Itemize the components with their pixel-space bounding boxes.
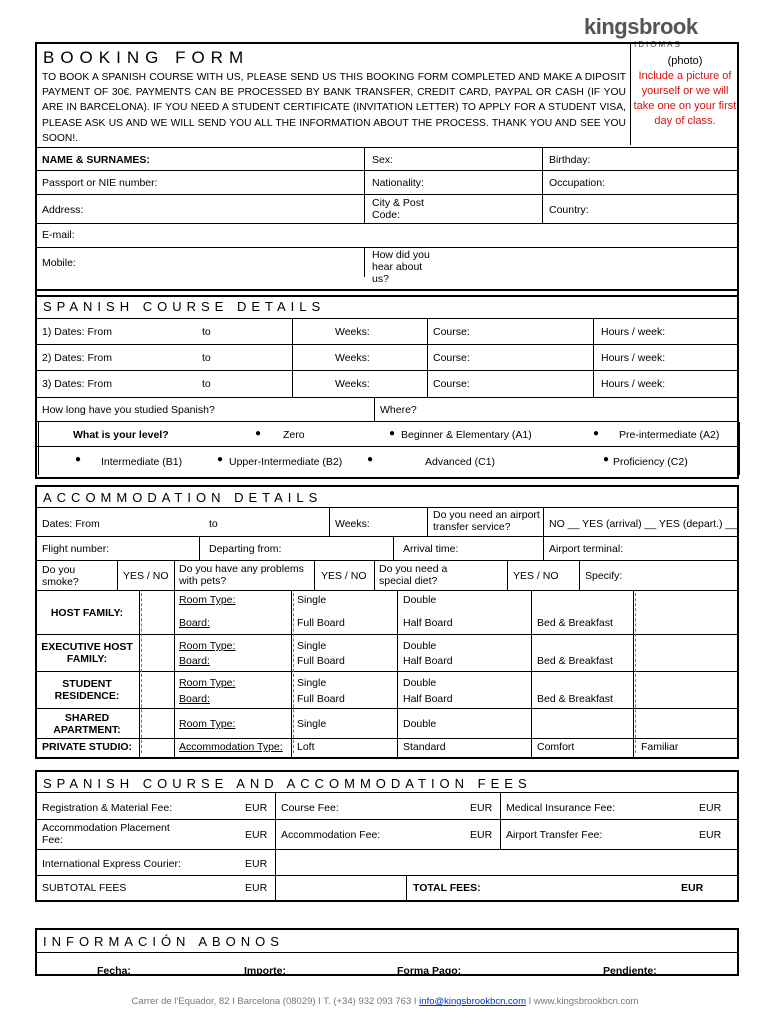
medical-fee-eur: EUR	[699, 802, 722, 814]
opt-double[interactable]: Double	[403, 677, 437, 689]
opt-half-board[interactable]: Half Board	[403, 693, 453, 705]
course-2-hours: Hours / week:	[601, 352, 666, 364]
nationality-label: Nationality:	[372, 177, 424, 189]
course-3-course: Course:	[433, 378, 470, 390]
course-1-weeks: Weeks:	[335, 326, 370, 338]
photo-note: Include a picture of yourself or we will take one on your first day of class.	[633, 70, 737, 127]
row-name	[37, 147, 737, 171]
howlong-label: How long have you studied Spanish?	[42, 404, 215, 416]
courier-fee-label: International Express Courier:	[42, 858, 181, 870]
opt-double[interactable]: Double	[403, 594, 437, 606]
course-2-dates: 2) Dates: From	[42, 352, 113, 364]
course-row-3	[37, 371, 737, 398]
bullet-icon: ●	[367, 454, 374, 465]
course-1-course: Course:	[433, 326, 470, 338]
terminal-label: Airport terminal:	[549, 543, 624, 555]
course-3-hours: Hours / week:	[601, 378, 666, 390]
room-type-label: Room Type:	[179, 718, 236, 730]
course-3-to: to	[202, 378, 211, 390]
courier-fee-eur: EUR	[245, 858, 268, 870]
opt-bnb[interactable]: Bed & Breakfast	[537, 693, 613, 705]
abonos-section	[35, 928, 739, 976]
course-2-course: Course:	[433, 352, 470, 364]
level-a1[interactable]: Beginner & Elementary (A1)	[401, 429, 532, 441]
level-b1[interactable]: Intermediate (B1)	[101, 456, 183, 468]
name-label: NAME & SURNAMES:	[42, 154, 150, 166]
board-label: Board:	[179, 693, 210, 705]
type-apartment[interactable]: SHARED APARTMENT:	[53, 712, 121, 736]
accom-fee-label: Accommodation Fee:	[281, 829, 381, 841]
birthday-label: Birthday:	[549, 154, 591, 166]
course-fee-eur: EUR	[470, 802, 493, 814]
airport-fee-label: Airport Transfer Fee:	[506, 829, 603, 841]
board-label: Board:	[179, 617, 210, 629]
type-host-family[interactable]: HOST FAMILY:	[50, 607, 124, 619]
transfer-question: Do you need an airport transfer service?	[433, 509, 540, 533]
subtotal-eur: EUR	[245, 882, 268, 894]
course-3-weeks: Weeks:	[335, 378, 370, 390]
room-type-label: Room Type:	[179, 677, 236, 689]
footer-web[interactable]: I www.kingsbrookbcn.com	[528, 996, 639, 1007]
opt-half-board[interactable]: Half Board	[403, 655, 453, 667]
accom-type-label: Accommodation Type:	[179, 741, 283, 753]
abonos-title: INFORMACIÓN ABONOS	[43, 934, 284, 949]
course-1-to: to	[202, 326, 211, 338]
course-1-hours: Hours / week:	[601, 326, 666, 338]
fees-row-1	[37, 792, 737, 820]
row-mobile	[37, 248, 737, 285]
smoke-yesno[interactable]: YES / NO	[123, 570, 169, 582]
opt-standard[interactable]: Standard	[403, 741, 446, 753]
fees-section	[35, 770, 739, 902]
opt-familiar[interactable]: Familiar	[641, 741, 679, 753]
transfer-options[interactable]: NO __ YES (arrival) __ YES (depart.) __	[549, 518, 738, 530]
type-studio[interactable]: PRIVATE STUDIO:	[42, 741, 133, 753]
smoke-question: Do you smoke?	[42, 564, 79, 588]
pendiente-label: Pendiente:	[603, 965, 657, 977]
course-3-dates: 3) Dates: From	[42, 378, 113, 390]
country-label: Country:	[549, 204, 589, 216]
arrival-label: Arrival time:	[403, 543, 459, 555]
city-label: City & Post Code:	[372, 197, 424, 221]
departing-label: Departing from:	[209, 543, 282, 555]
level-c1[interactable]: Advanced (C1)	[425, 456, 496, 468]
course-1-dates: 1) Dates: From	[42, 326, 113, 338]
passport-label: Passport or NIE number:	[42, 177, 158, 189]
bullet-icon: ●	[75, 454, 82, 465]
fees-title: SPANISH COURSE AND ACCOMMODATION FEES	[43, 776, 532, 791]
photo-label: (photo)	[667, 55, 703, 67]
opt-comfort[interactable]: Comfort	[537, 741, 575, 753]
type-exec-host[interactable]: EXECUTIVE HOST FAMILY:	[41, 641, 133, 665]
importe-label: Importe:	[244, 965, 286, 977]
diet-question: Do you need a special diet?	[379, 563, 448, 587]
opt-single[interactable]: Single	[297, 677, 327, 689]
level-a2[interactable]: Pre-intermediate (A2)	[619, 429, 720, 441]
accommodation-section	[35, 485, 739, 759]
type-residence[interactable]: STUDENT RESIDENCE:	[54, 678, 120, 702]
level-b2[interactable]: Upper-Intermediate (B2)	[229, 456, 343, 468]
opt-single[interactable]: Single	[297, 640, 327, 652]
footer-email-link[interactable]: info@kingsbrookbcn.com	[419, 996, 526, 1007]
opt-single[interactable]: Single	[297, 594, 327, 606]
row-passport	[37, 171, 737, 195]
studio-row	[37, 739, 737, 757]
course-title: SPANISH COURSE DETAILS	[43, 299, 326, 314]
address-label: Address:	[42, 204, 84, 216]
level-c2[interactable]: Proficiency (C2)	[613, 456, 688, 468]
opt-full-board[interactable]: Full Board	[297, 655, 345, 667]
accom-dates: Dates: From	[42, 518, 100, 530]
course-2-weeks: Weeks:	[335, 352, 370, 364]
email-label: E-mail:	[42, 229, 75, 241]
total-eur: EUR	[681, 882, 704, 894]
pets-question: Do you have any problems with pets?	[179, 563, 304, 587]
course-2-to: to	[202, 352, 211, 364]
fecha-label: Fecha:	[97, 965, 131, 977]
row-email	[37, 224, 737, 248]
level-zero[interactable]: Zero	[283, 429, 305, 441]
bullet-icon: ●	[255, 428, 262, 439]
opt-full-board[interactable]: Full Board	[297, 693, 345, 705]
opt-half-board[interactable]: Half Board	[403, 617, 453, 629]
level-question: What is your level?	[73, 429, 169, 441]
opt-single[interactable]: Single	[297, 718, 327, 730]
brand-logo: kingsbrook	[584, 14, 698, 39]
opt-loft[interactable]: Loft	[297, 741, 315, 753]
footer	[0, 996, 770, 1007]
opt-double[interactable]: Double	[403, 718, 437, 730]
room-type-label: Room Type:	[179, 594, 236, 606]
heard-label: How did you hear about us?	[372, 249, 430, 285]
footer-address: Carrer de l'Equador, 82 I Barcelona (08029) I T. (+34) 932 093 763 I	[131, 996, 417, 1007]
fees-row-2	[37, 820, 737, 850]
subtotal-label: SUBTOTAL FEES	[42, 882, 127, 894]
residence-row	[37, 672, 737, 709]
course-row-2	[37, 345, 737, 371]
where-label: Where?	[380, 404, 417, 416]
prefs-row	[37, 561, 737, 591]
fees-row-3	[37, 850, 737, 876]
medical-fee-label: Medical Insurance Fee:	[506, 802, 616, 814]
course-row-howlong	[37, 398, 737, 422]
bullet-icon: ●	[593, 428, 600, 439]
sex-label: Sex:	[372, 154, 394, 166]
specify-label: Specify:	[585, 570, 623, 582]
exec-host-row	[37, 635, 737, 672]
intro-text: TO BOOK A SPANISH COURSE WITH US, PLEASE SEND US THIS BOOKING FORM COMPLETED AND MAKE A DIPOSIT PAYMENT OF 30€. PAYMENTS CAN BE PROCESSED BY BANK TRANSFER, CREDIT CARD, PAYPAL OR CASH (IF YOU ARE IN BARCELONA). IF YOU NEED A STUDENT CERTIFICATE (INVITATION LETTER) TO APPLY FOR A STUDENT VISA, PLEASE ASK US AND WE WILL SEND YOU ALL THE INFORMATION ABOUT THE PROCESS. THANK YOU AND SEE YOU SOON!.	[42, 72, 626, 144]
brand-subtitle: IDIOMAS	[634, 40, 682, 49]
personal-section	[35, 42, 739, 297]
accom-to: to	[209, 518, 218, 530]
pets-yesno[interactable]: YES / NO	[321, 570, 367, 582]
opt-full-board[interactable]: Full Board	[297, 617, 345, 629]
reg-fee-label: Registration & Material Fee:	[42, 802, 173, 814]
mobile-label: Mobile:	[42, 257, 76, 269]
opt-double[interactable]: Double	[403, 640, 437, 652]
bullet-icon: ●	[217, 454, 224, 465]
accom-title: ACCOMMODATION DETAILS	[43, 490, 323, 505]
apartment-row	[37, 709, 737, 739]
fees-row-totals	[37, 876, 737, 900]
diet-yesno[interactable]: YES / NO	[513, 570, 559, 582]
row-address	[37, 195, 737, 224]
airport-fee-eur: EUR	[699, 829, 722, 841]
course-row-1	[37, 318, 737, 345]
reg-fee-eur: EUR	[245, 802, 268, 814]
opt-bnb[interactable]: Bed & Breakfast	[537, 655, 613, 667]
board-label: Board:	[179, 655, 210, 667]
bullet-icon: ●	[603, 454, 610, 465]
room-type-label: Room Type:	[179, 640, 236, 652]
forma-pago-label: Forma Pago:	[397, 965, 462, 977]
placement-fee-eur: EUR	[245, 829, 268, 841]
flight-row	[37, 537, 737, 561]
accom-weeks: Weeks:	[335, 518, 370, 530]
occupation-label: Occupation:	[549, 177, 606, 189]
host-family-row	[37, 591, 737, 635]
course-fee-label: Course Fee:	[281, 802, 339, 814]
bullet-icon: ●	[389, 428, 396, 439]
course-section	[35, 289, 739, 479]
form-title: BOOKING FORM	[43, 48, 250, 67]
placement-fee-label: Accommodation Placement Fee:	[42, 822, 170, 846]
opt-bnb[interactable]: Bed & Breakfast	[537, 617, 613, 629]
total-label: TOTAL FEES:	[413, 882, 481, 894]
flight-label: Flight number:	[42, 543, 110, 555]
accom-fee-eur: EUR	[470, 829, 493, 841]
accom-dates-row	[37, 507, 737, 537]
abonos-row	[37, 952, 737, 976]
